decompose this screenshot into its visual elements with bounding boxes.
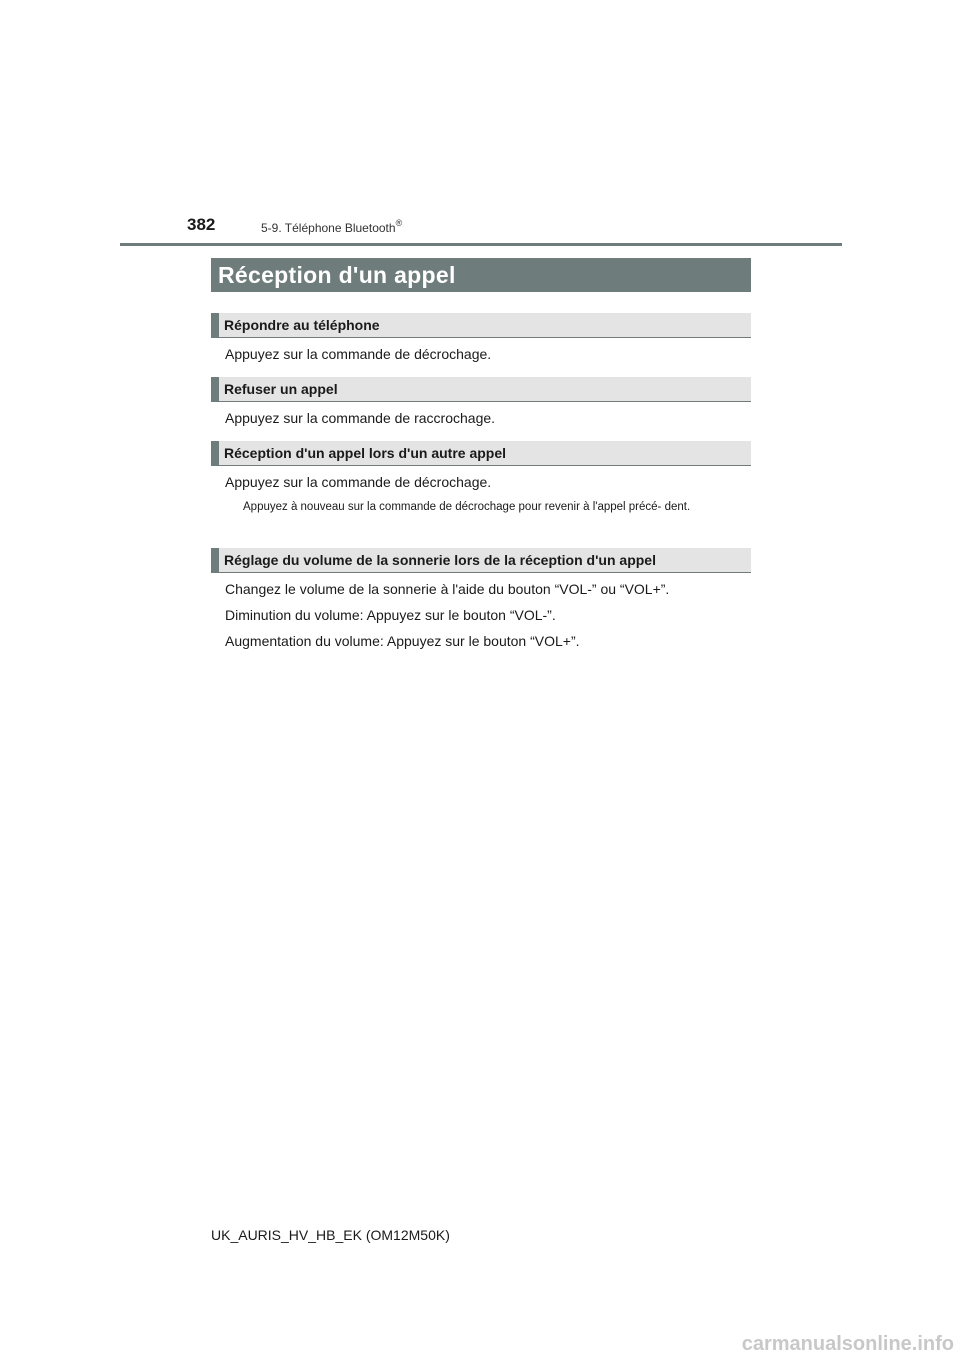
registered-mark: ® — [395, 218, 403, 228]
volume-decrease-instruction: Diminution du volume: Appuyez sur le bouton “VOL-”. — [225, 607, 556, 623]
subheading-answer: Répondre au téléphone — [211, 313, 751, 338]
header-rule — [120, 243, 842, 246]
ring-volume-instruction: Changez le volume de la sonnerie à l'aide du bouton “VOL-” ou “VOL+”. — [225, 581, 670, 597]
footer-code: UK_AURIS_HV_HB_EK (OM12M50K) — [211, 1227, 450, 1243]
section-label — [261, 218, 403, 235]
volume-increase-instruction: Augmentation du volume: Appuyez sur le bouton “VOL+”. — [225, 633, 580, 649]
watermark: carmanualsonline.info — [741, 1333, 954, 1355]
subheading-reject: Refuser un appel — [211, 377, 751, 402]
page-number: 382 — [187, 215, 216, 234]
call-waiting-note: Appuyez à nouveau sur la commande de décrochage pour revenir à l'appel précé- dent. — [243, 501, 691, 513]
section-label-text: 5-9. Téléphone Bluetooth — [261, 221, 396, 235]
page-title: Réception d'un appel — [211, 258, 751, 292]
subheading-call-waiting: Réception d'un appel lors d'un autre appel — [211, 441, 751, 466]
reject-instruction: Appuyez sur la commande de raccrochage. — [225, 410, 496, 426]
call-waiting-instruction: Appuyez sur la commande de décrochage. — [225, 474, 492, 490]
subheading-ring-volume: Réglage du volume de la sonnerie lors de la réception d'un appel — [211, 548, 751, 573]
answer-instruction: Appuyez sur la commande de décrochage. — [225, 346, 492, 362]
